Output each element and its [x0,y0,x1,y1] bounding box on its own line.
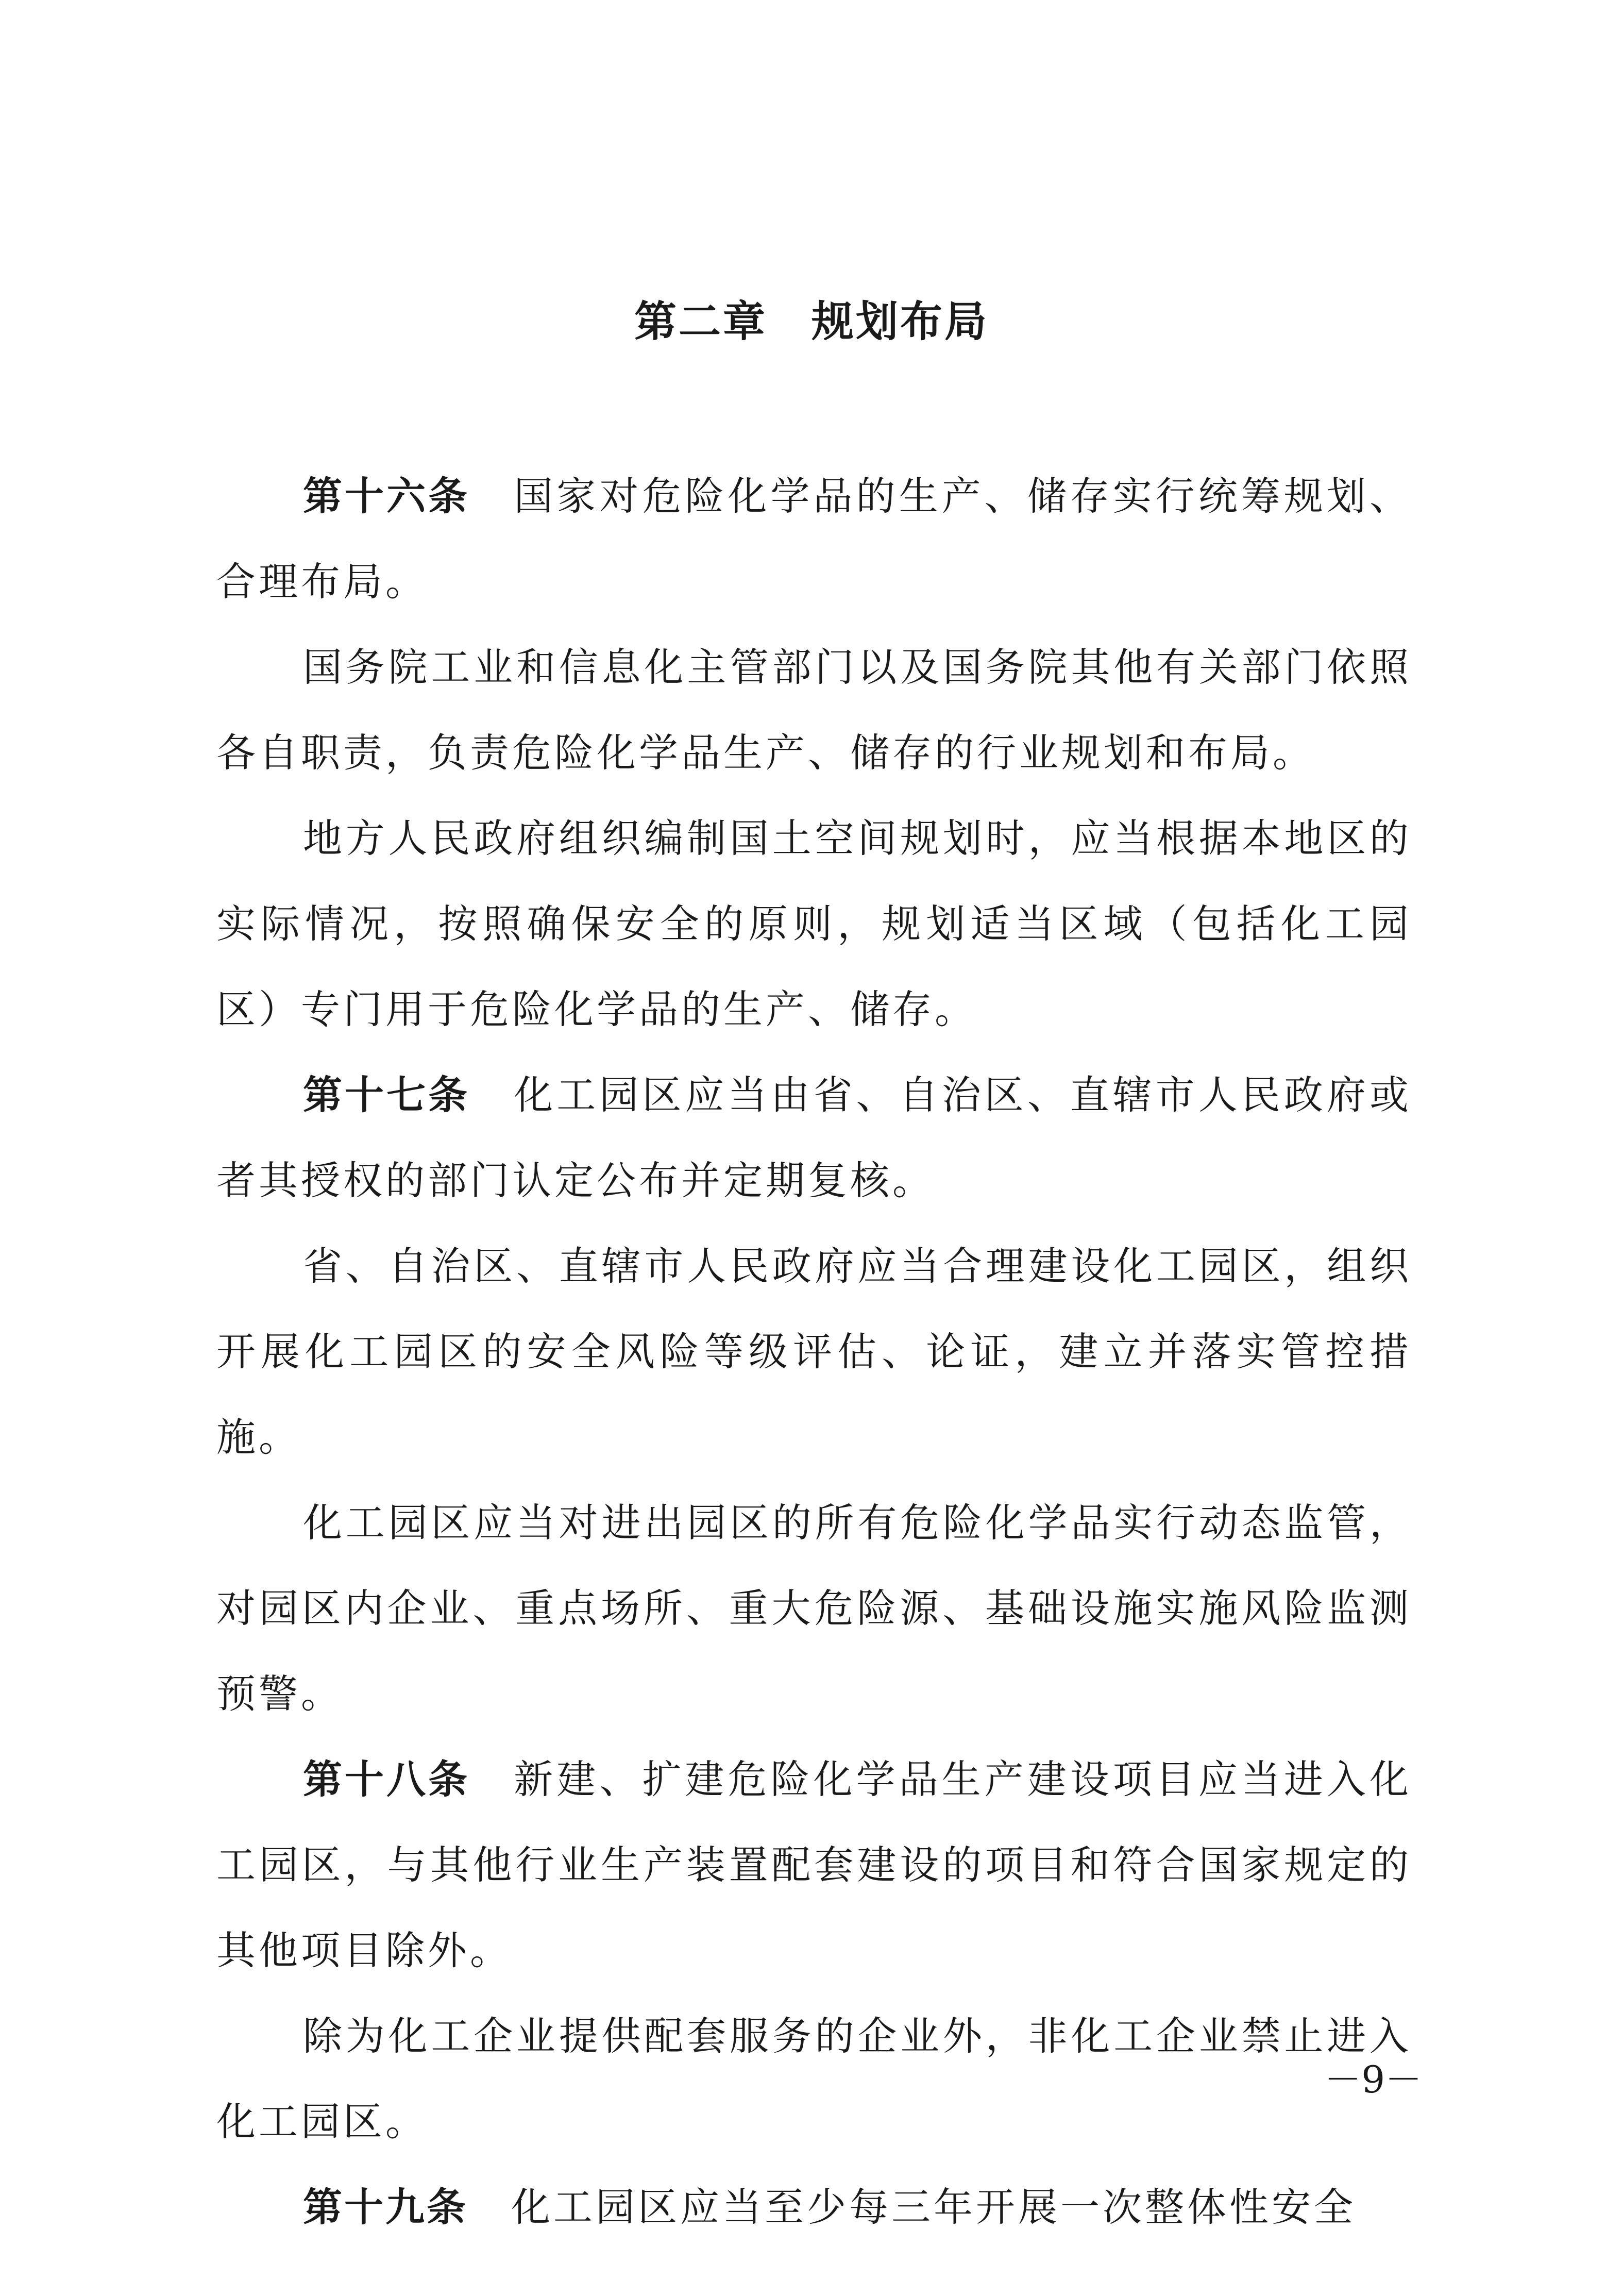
article-number: 第十八条 [303,1756,470,1802]
paragraph [216,796,1412,1052]
paragraph [216,1480,1412,1737]
paragraph-article-17 [216,1052,1412,1224]
paragraph [216,1224,1412,1480]
paragraph-text: 除为化工企业提供配套服务的企业外，非化工企业禁止进入化工园区。 [216,2013,1412,2144]
article-number: 第十七条 [303,1072,470,1118]
article-number: 第十六条 [303,473,470,519]
paragraph-text: 新建、扩建危险化学品生产建设项目应当进入化工园区，与其他行业生产装置配套建设的项目和符合国家规定的其他项目除外。 [216,1756,1412,1973]
paragraph-text: 国务院工业和信息化主管部门以及国务院其他有关部门依照各自职责，负责危险化学品生产、储存的行业规划和布局。 [216,644,1412,776]
paragraph-text: 化工园区应当由省、自治区、直辖市人民政府或者其授权的部门认定公布并定期复核。 [216,1072,1412,1203]
paragraph-text: 省、自治区、直辖市人民政府应当合理建设化工园区，组织开展化工园区的安全风险等级评估、论证，建立并落实管控措施。 [216,1243,1412,1460]
article-number: 第十九条 [303,2184,468,2230]
chapter-title: 第二章 规划布局 [634,297,989,346]
paragraph-article-16 [216,454,1412,625]
paragraph-text: 化工园区应当至少每三年开展一次整体性安全 [511,2184,1356,2230]
paragraph-article-19 [216,2165,1412,2250]
paragraph [216,1993,1412,2165]
paragraph-text: 化工园区应当对进出园区的所有危险化学品实行动态监管，对园区内企业、重点场所、重大危险源、基础设施实施风险监测预警。 [216,1500,1412,1717]
paragraph-text: 地方人民政府组织编制国土空间规划时，应当根据本地区的实际情况，按照确保安全的原则，规划适当区域（包括化工园区）专门用于危险化学品的生产、储存。 [216,815,1412,1032]
body-text [216,454,1412,2250]
paragraph-text: 国家对危险化学品的生产、储存实行统筹规划、合理布局。 [216,473,1412,605]
page-number: －9－ [1324,2058,1422,2101]
paragraph-article-18 [216,1737,1412,1993]
paragraph [216,625,1412,796]
